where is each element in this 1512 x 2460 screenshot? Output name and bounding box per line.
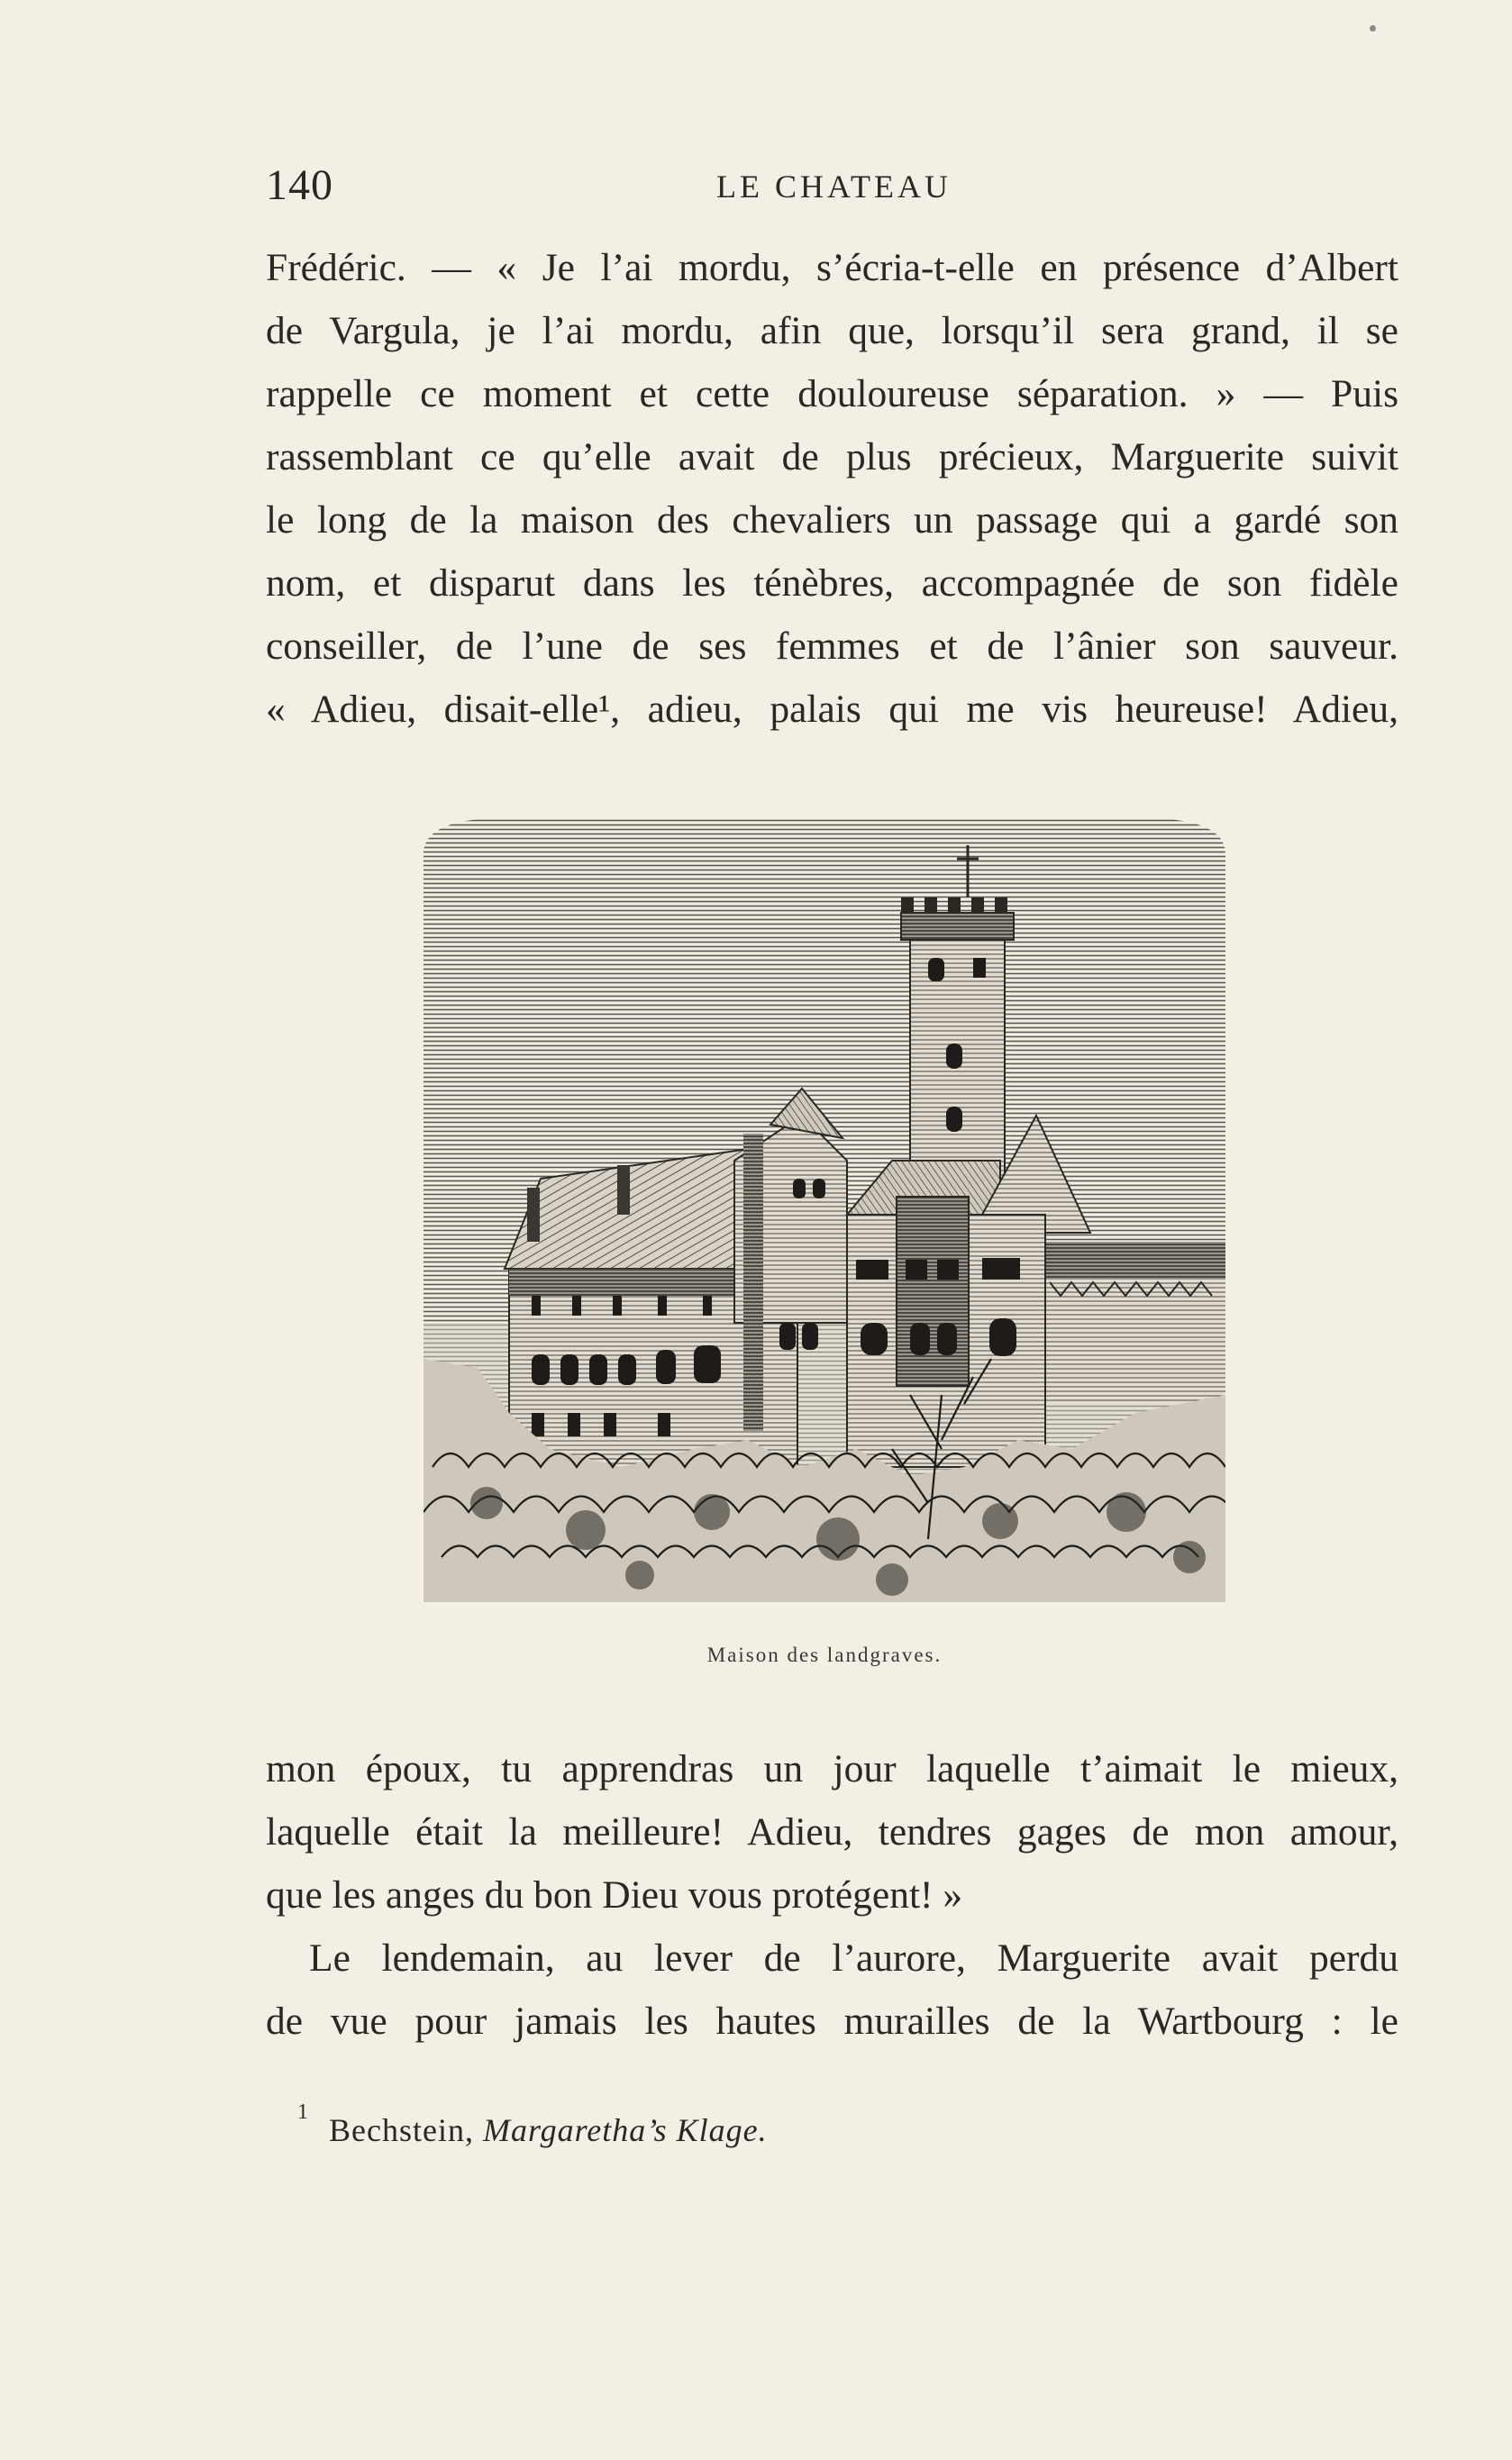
text-line: mon époux, tu apprendras un jour laquelle t’aimait le mieux, (266, 1747, 1398, 1790)
text-line: nom, et disparut dans les ténèbres, accompagnée de son fidèle (266, 561, 1398, 605)
text-line: le long de la maison des chevaliers un passage qui a gardé son (266, 498, 1398, 542)
footnote-marker: 1 (297, 2100, 309, 2124)
footnote-author: Bechstein, (329, 2112, 474, 2148)
running-head (266, 160, 1401, 214)
text-line: de vue pour jamais les hautes murailles de la Wartbourg : le (266, 2000, 1398, 2043)
body-text-before-figure (266, 236, 1398, 741)
text-line: Frédéric. — « Je l’ai mordu, s’écria-t-elle en présence d’Albert (266, 246, 1398, 289)
page-number: 140 (266, 161, 333, 209)
text-line: de Vargula, je l’ai mordu, afin que, lorsqu’il sera grand, il se (266, 309, 1398, 352)
text-line: rappelle ce moment et cette douloureuse séparation. » — Puis (266, 372, 1398, 415)
page-speck (1370, 25, 1376, 32)
text-line: Le lendemain, au lever de l’aurore, Marguerite avait perdu (309, 1936, 1398, 1980)
castle-engraving (424, 818, 1225, 1602)
text-line: que les anges du bon Dieu vous protégent! » (266, 1873, 963, 1917)
figure-caption: Maison des landgraves. (706, 1644, 943, 1666)
footnote (297, 2100, 768, 2149)
body-text-after-figure (266, 1737, 1398, 2053)
footnote-work-title: Margaretha’s Klage. (482, 2112, 768, 2148)
text-line: rassemblant ce qu’elle avait de plus précieux, Marguerite suivit (266, 435, 1398, 478)
text-line: conseiller, de l’une de ses femmes et de l’ânier son sauveur. (266, 624, 1398, 668)
running-head-title: LE CHATEAU (716, 169, 952, 205)
text-line: laquelle était la meilleure! Adieu, tendres gages de mon amour, (266, 1810, 1398, 1854)
text-line: « Adieu, disait-elle¹, adieu, palais qui me vis heureuse! Adieu, (266, 688, 1398, 731)
